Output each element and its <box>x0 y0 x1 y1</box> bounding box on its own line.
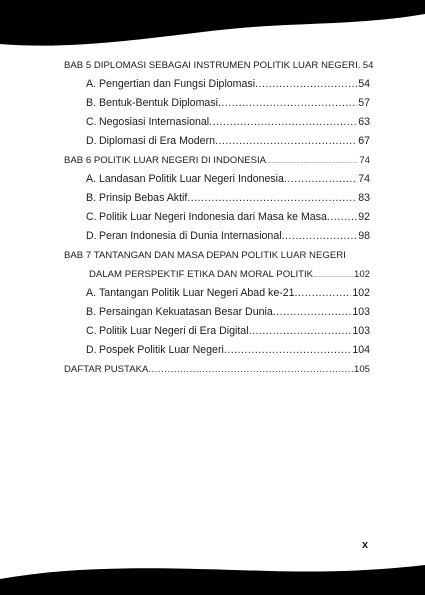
toc-page-number: 74 <box>358 173 370 185</box>
toc-page-number: 98 <box>358 230 370 242</box>
toc-entry-letter: A. <box>86 78 97 90</box>
toc-dot-leader <box>148 360 353 379</box>
toc-entry-title: Pospek Politik Luar Negeri <box>99 344 224 356</box>
toc-entry-title: Bentuk-Bentuk Diplomasi <box>99 97 218 109</box>
toc-entry-letter: D. <box>86 344 97 356</box>
toc-dot-leader <box>327 208 357 227</box>
toc-chapter-row <box>64 151 370 170</box>
toc-entry-title: BAB 6 POLITIK LUAR NEGERI DI INDONESIA <box>64 155 267 166</box>
toc-dot-leader <box>215 132 357 151</box>
toc-dot-leader <box>295 284 352 303</box>
toc-entry-title: BAB 7 TANTANGAN DAN MASA DEPAN POLITIK LUAR NEGERI <box>64 250 346 261</box>
toc-dot-leader <box>187 189 357 208</box>
toc-page-number: 92 <box>358 211 370 223</box>
toc-chapter-continuation-row <box>64 265 370 284</box>
toc-page-number: 63 <box>358 116 370 128</box>
toc-dot-leader <box>209 113 357 132</box>
toc-page-number: 104 <box>352 344 370 356</box>
toc-entry-letter: B. <box>86 306 97 318</box>
toc-entry-title: Negosiasi Internasional <box>99 116 210 128</box>
toc-page-number: 74 <box>359 155 370 166</box>
toc-dot-leader <box>273 303 352 322</box>
toc-entry-letter: A. <box>86 173 97 185</box>
toc-page-number: 54 <box>362 60 374 71</box>
toc-chapter-row <box>64 246 370 265</box>
toc-entry-letter: C. <box>86 325 97 337</box>
toc-page-number: 103 <box>352 325 370 337</box>
toc-entry-row <box>64 208 370 227</box>
toc-entry-title: Peran Indonesia di Dunia Internasional <box>99 230 282 242</box>
toc-dot-leader <box>218 94 357 113</box>
toc-entry-row <box>64 341 370 360</box>
toc-page-number: 54 <box>358 78 370 90</box>
toc-page-number: 57 <box>358 97 370 109</box>
toc-entry-row <box>64 94 370 113</box>
toc-entry-title: Pengertian dan Fungsi Diplomasi <box>99 78 256 90</box>
toc-dot-leader <box>249 322 352 341</box>
table-of-contents <box>64 56 374 379</box>
toc-entry-row <box>64 113 370 132</box>
toc-entry-row <box>64 322 370 341</box>
top-wave-decoration <box>0 0 425 60</box>
toc-entry-title: Tantangan Politik Luar Negeri Abad ke-21 <box>99 287 295 299</box>
toc-entry-letter: D. <box>86 230 97 242</box>
toc-entry-row <box>64 303 370 322</box>
toc-entry-row <box>64 170 370 189</box>
toc-entry-letter: B. <box>86 192 97 204</box>
toc-entry-title: Politik Luar Negeri di Era Digital <box>99 325 249 337</box>
toc-chapter-row <box>64 56 374 75</box>
toc-page-number: 67 <box>358 135 370 147</box>
toc-entry-title: Prinsip Bebas Aktif <box>99 192 188 204</box>
toc-page-number: 105 <box>353 364 370 375</box>
toc-entry-title: DAFTAR PUSTAKA <box>64 364 149 375</box>
toc-page-number: 102 <box>352 287 370 299</box>
toc-entry-title: Politik Luar Negeri Indonesia dari Masa ke Masa <box>99 211 327 223</box>
toc-entry-row <box>64 75 370 94</box>
toc-page-number: 83 <box>358 192 370 204</box>
toc-entry-letter: A. <box>86 287 97 299</box>
toc-dot-leader <box>224 341 351 360</box>
page-number: x <box>362 539 369 551</box>
toc-entry-row <box>64 132 370 151</box>
toc-entry-letter: B. <box>86 97 97 109</box>
toc-entry-letter: C. <box>86 116 97 128</box>
toc-chapter-row <box>64 360 370 379</box>
toc-entry-title: Landasan Politik Luar Negeri Indonesia <box>99 173 284 185</box>
toc-entry-title: Diplomasi di Era Modern <box>99 135 215 147</box>
toc-entry-title: BAB 5 DIPLOMASI SEBAGAI INSTRUMEN POLITIK LUAR NEGERI <box>64 60 358 71</box>
toc-entry-row <box>64 189 370 208</box>
toc-page-number: 102 <box>353 269 370 280</box>
toc-entry-row <box>64 227 370 246</box>
toc-entry-title: Persaingan Kekuatasan Besar Dunia <box>99 306 273 318</box>
toc-entry-letter: D. <box>86 135 97 147</box>
toc-dot-leader <box>284 170 357 189</box>
toc-entry-title: DALAM PERSPEKTIF ETIKA DAN MORAL POLITIK <box>89 269 314 280</box>
toc-entry-row <box>64 284 370 303</box>
toc-entry-letter: C. <box>86 211 97 223</box>
toc-page-number: 103 <box>352 306 370 318</box>
toc-dot-leader <box>255 75 357 94</box>
toc-dot-leader <box>282 227 358 246</box>
